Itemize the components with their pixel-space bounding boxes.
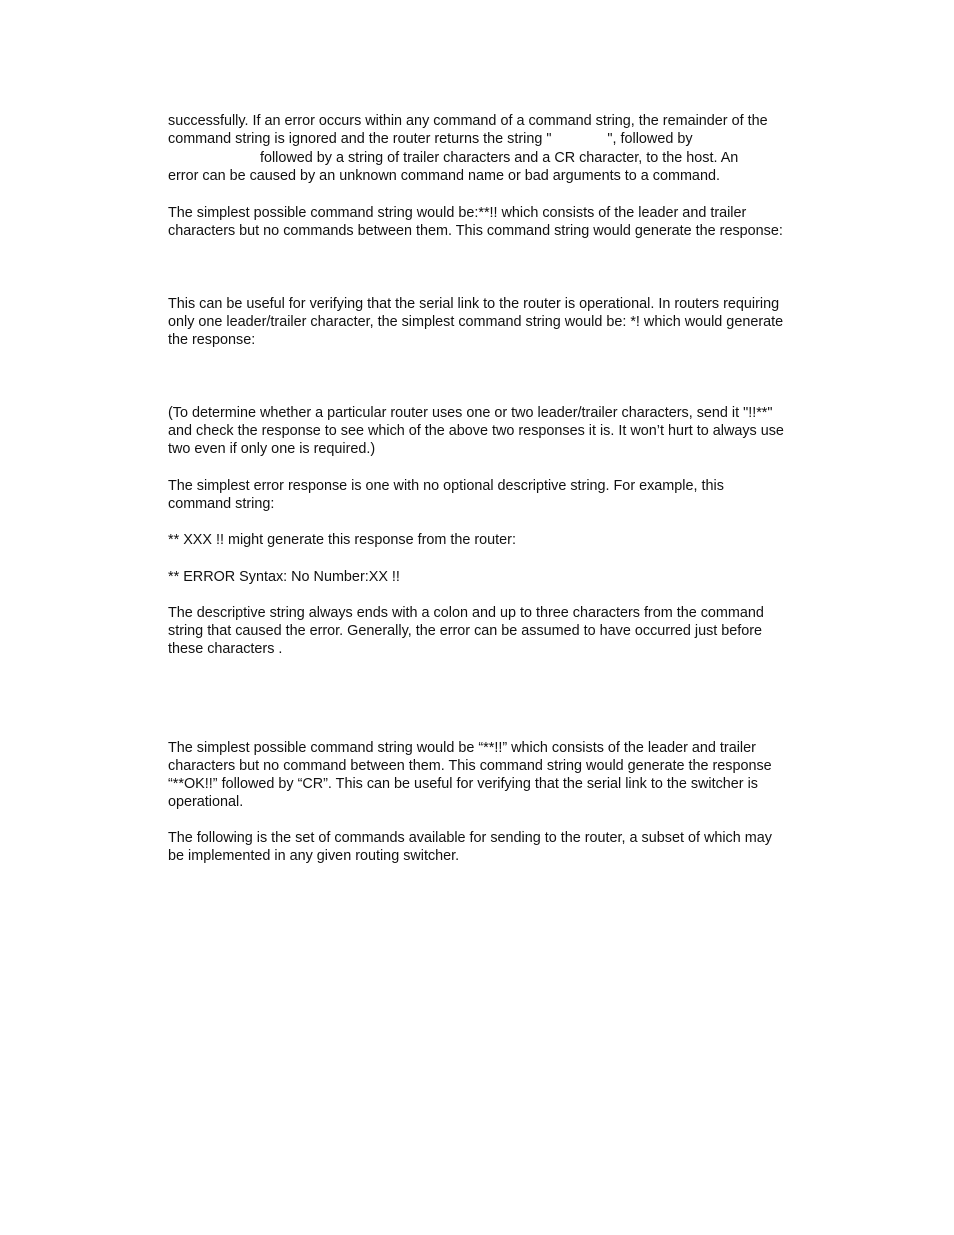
text-line: ** ERROR Syntax: No Number:XX !! bbox=[168, 569, 400, 585]
text-line: two even if only one is required.) bbox=[168, 441, 376, 457]
text-line: only one leader/trailer character, the simplest command string would be: *! which would generate bbox=[168, 314, 784, 330]
text-line: characters but no command between them. This command string would generate the response bbox=[168, 758, 772, 774]
text-line: be implemented in any given routing switcher. bbox=[168, 848, 460, 864]
text-line: string that caused the error. Generally, the error can be assumed to have occurred just before bbox=[168, 623, 763, 639]
text-line: characters but no commands between them. This command string would generate the response: bbox=[168, 223, 783, 239]
text-line: successfully. If an error occurs within any command of a command string, the remainder of the bbox=[168, 113, 768, 129]
text-line: The following is the set of commands available for sending to the router, a subset of which may bbox=[168, 830, 772, 846]
text-line: the response: bbox=[168, 332, 256, 348]
text-line: and check the response to see which of the above two responses it is. It won’t hurt to always use bbox=[168, 423, 784, 439]
text-line: This can be useful for verifying that the serial link to the router is operational. In routers requiring bbox=[168, 296, 780, 312]
text-line: operational. bbox=[168, 794, 244, 810]
text-line: The simplest error response is one with no optional descriptive string. For example, this bbox=[168, 478, 724, 494]
text-line: (To determine whether a particular router uses one or two leader/trailer characters, send it "!!**" bbox=[168, 405, 773, 421]
text-line: The simplest possible command string would be “**!!” which consists of the leader and trailer bbox=[168, 740, 756, 756]
text-line: followed by a string of trailer characters and a CR character, to the host. An bbox=[168, 150, 739, 166]
text-line: error can be caused by an unknown command name or bad arguments to a command. bbox=[168, 168, 720, 184]
text-line: “**OK!!” followed by “CR”. This can be useful for verifying that the serial link to the switcher is bbox=[168, 776, 758, 792]
text-line: The descriptive string always ends with a colon and up to three characters from the command bbox=[168, 605, 764, 621]
text-line: The simplest possible command string would be:**!! which consists of the leader and trailer bbox=[168, 205, 747, 221]
text-line: these characters . bbox=[168, 641, 283, 657]
text-line: command string is ignored and the router returns the string " ", followed by bbox=[168, 131, 693, 147]
text-line: ** XXX !! might generate this response from the router: bbox=[168, 532, 516, 548]
text-line: command string: bbox=[168, 496, 275, 512]
